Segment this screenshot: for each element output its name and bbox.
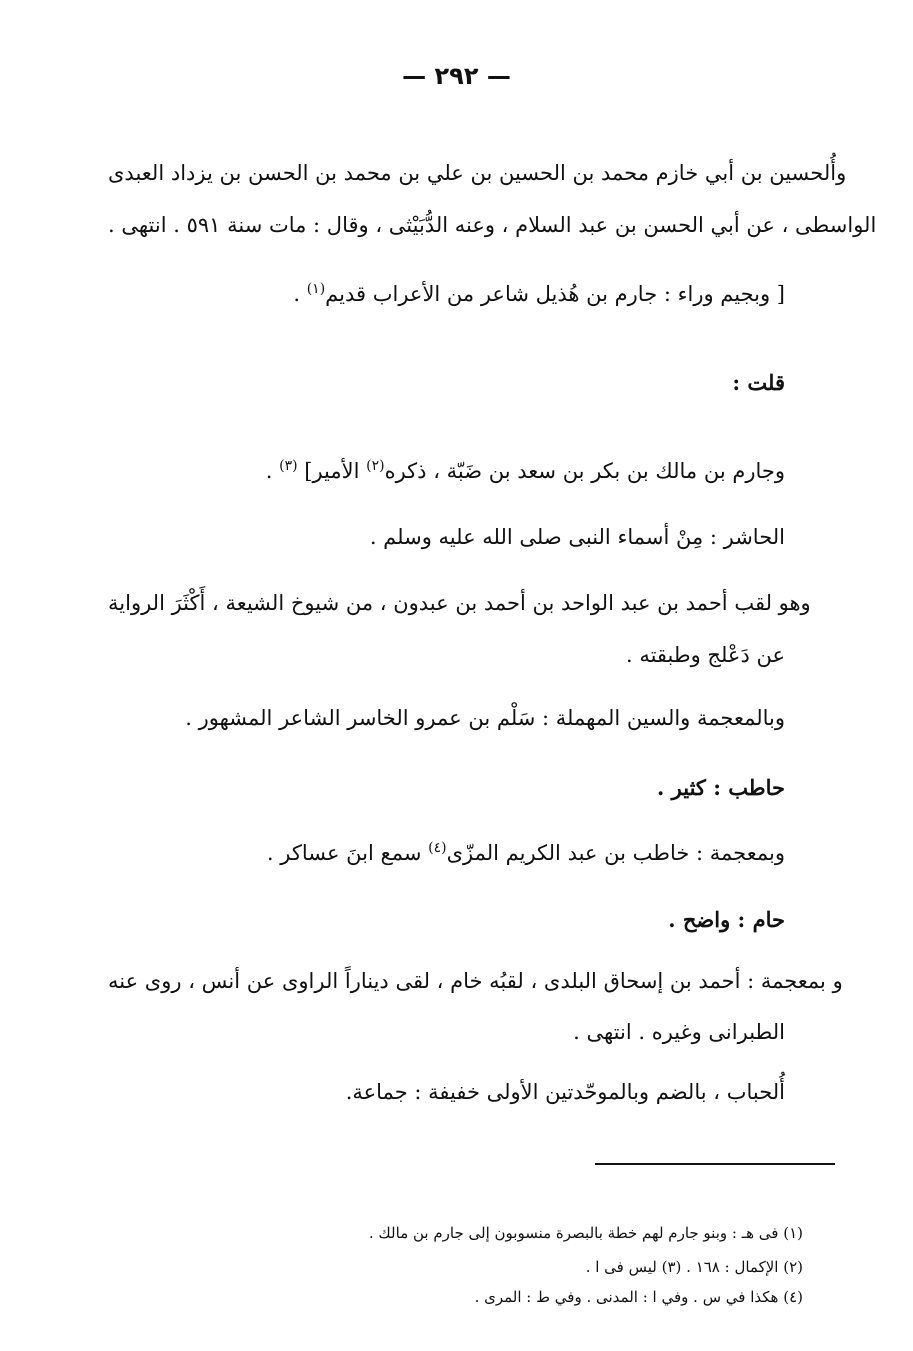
- text-line-3-main: [ وبجيم وراء : جارم بن هُذيل شاعر من الأعراب قديم: [325, 282, 785, 306]
- text-line-1: وأُلحسين بن أبي خازم محمد بن الحسين بن علي بن محمد بن الحسن بن يزداد العبدى: [108, 161, 847, 185]
- footnote-separator: [595, 1163, 835, 1165]
- text-line-2: الواسطى ، عن أبي الحسن بن عبد السلام ، وعنه الدُّبَيْثى ، وقال : مات سنة ٥٩١ . انتهى .: [108, 213, 877, 237]
- text-line-13: و بمعجمة : أحمد بن إسحاق البلدى ، لقبُه خام ، لقى ديناراً الراوى عن أنس ، روى عنه: [108, 969, 843, 993]
- text-line-11-end: سمع ابنَ عساكر .: [266, 841, 429, 865]
- text-line-11-main: وبمعجمة : خاطب بن عبد الكريم المزّى: [446, 841, 785, 865]
- text-line-3-end: .: [293, 282, 307, 306]
- text-line-5-mid: الأمير]: [297, 459, 367, 483]
- text-line-5-main: وجارم بن مالك بن بكر بن سعد بن ضَبّة ، ذكره: [384, 459, 785, 483]
- text-line-5: [266, 456, 785, 486]
- footnote-marker-1: (١): [306, 281, 326, 297]
- text-line-12: حام : واضح .: [668, 907, 785, 932]
- footnote-marker-3: (٣): [279, 458, 298, 474]
- text-line-10: حاطب : كثير .: [657, 775, 785, 800]
- text-line-3: [293, 279, 785, 309]
- footnote-1: (١) فى هـ : وبنو جارم لهم خطة بالبصرة منسوبون إلى جارم بن مالك .: [368, 1224, 803, 1242]
- text-line-5-end: .: [265, 459, 280, 483]
- text-line-8: عن دَعْلج وطبقته .: [625, 643, 785, 667]
- text-line-11: [267, 838, 785, 868]
- footnote-4: (٤) هكذا في س . وفي ا : المدنى . وفي ط : المرى .: [474, 1288, 803, 1306]
- text-line-7: وهو لقب أحمد بن عبد الواحد بن أحمد بن عبدون ، من شيوخ الشيعة ، أَكْثَرَ الرواية: [108, 591, 811, 615]
- text-line-6: الحاشر : مِنْ أسماء النبى صلى الله عليه وسلم .: [369, 525, 785, 549]
- footnote-2-3: (٢) الإكمال : ١٦٨ . (٣) ليس فى ا .: [585, 1258, 803, 1276]
- footnote-marker-2: (٢): [366, 458, 385, 474]
- text-line-9: وبالمعجمة والسين المهملة : سَلْم بن عمرو الخاسر الشاعر المشهور .: [185, 706, 785, 730]
- text-line-15: أُلحباب ، بالضم وبالموحّدتين الأولى خفيفة : جماعة.: [345, 1080, 785, 1104]
- text-line-14: الطبرانى وغيره . انتهى .: [573, 1020, 785, 1044]
- page-number: — ٢٩٢ —: [402, 62, 511, 90]
- footnote-marker-4: (٤): [428, 840, 447, 856]
- text-line-4: قلت :: [732, 370, 785, 395]
